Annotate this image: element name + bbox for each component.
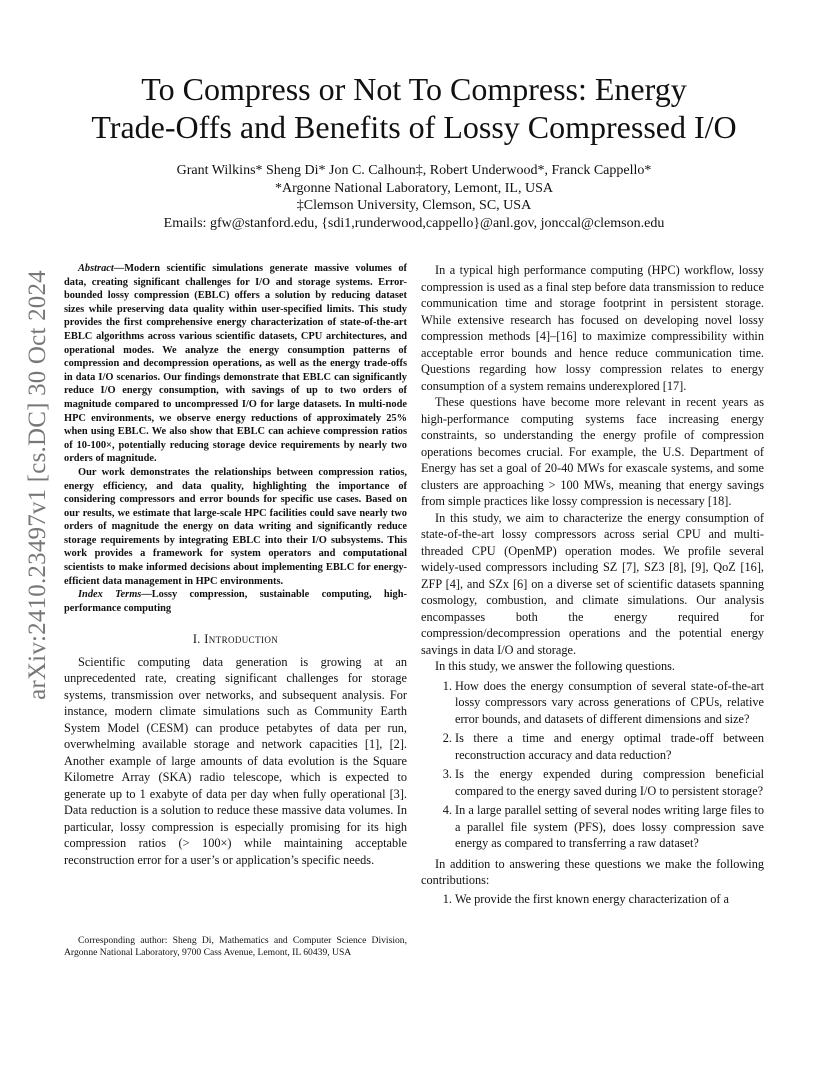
- right-paragraph-5: In addition to answering these questions we make the following contributions:: [421, 856, 764, 887]
- section-heading-introduction: [64, 631, 407, 648]
- corresponding-author-footnote: [64, 935, 407, 960]
- contribution-item: 1. We provide the first known energy characterization of a: [455, 891, 764, 908]
- title-line-2: Trade-Offs and Benefits of Lossy Compressed I/O: [91, 109, 737, 145]
- index-terms-text: —Lossy compression, sustainable computing, high-performance computing: [64, 589, 407, 614]
- research-question: 4. In a large parallel setting of several nodes writing large files to a parallel file system (PFS), does lossy compression save energy as compared to transferring a raw dataset?: [455, 802, 764, 852]
- right-paragraph-3: In this study, we aim to characterize the energy consumption of state-of-the-art lossy compressors across serial CPU and multi-threaded CPU (OpenMP) operation modes. We profile several widely-used compressors including SZ [7], SZ3 [8], [9], QoZ [16], ZFP [4], and SZx [6] on a diverse set of scientific datasets spanning cosmology, combustion, and climate simulations. Our analysis encompasses both the energy required for compression/decompression operations and the potential energy savings in data I/O and storage.: [421, 510, 764, 657]
- arxiv-identifier: arXiv:2410.23497v1 [cs.DC] 30 Oct 2024: [24, 270, 51, 700]
- abstract: [64, 262, 407, 615]
- affiliation-argonne: *Argonne National Laboratory, Lemont, IL, USA: [275, 180, 553, 196]
- title-line-1: To Compress or Not To Compress: Energy: [141, 71, 687, 107]
- left-column: [64, 262, 407, 868]
- footnote-text: Corresponding author: Sheng Di, Mathematics and Computer Science Division, Argonne National Laboratory, 9700 Cass Avenue, Lemont, IL 60439, USA: [64, 935, 407, 959]
- research-question: 2. Is there a time and energy optimal trade-off between reconstruction accuracy and data reduction?: [455, 730, 764, 763]
- abstract-paragraph-2: Our work demonstrates the relationships between compression ratios, energy efficiency, and data quality, highlighting the importance of considering compressors and error bounds for specific use cases. Based on our results, we estimate that large-scale HPC facilities could save nearly two orders of magnitude the energy on data writing and significantly reduce storage requirements by integrating EBLC into their I/O subsystems. This work provides a framework for system operators and computational scientists to make informed decisions about implementing EBLC for energy-efficient data management in HPC environments.: [64, 466, 407, 587]
- abstract-label: Abstract: [78, 263, 114, 274]
- right-column: [421, 262, 764, 907]
- research-question: 1. How does the energy consumption of several state-of-the-art lossy compressors vary across generations of CPUs, relative error bounds, and datasets of different dimensions and size?: [455, 678, 764, 728]
- research-question: 3. Is the energy expended during compression beneficial compared to the energy saved during I/O to persistent storage?: [455, 766, 764, 799]
- affiliation-clemson: ‡Clemson University, Clemson, SC, USA: [296, 198, 532, 213]
- intro-paragraph-1: Scientific computing data generation is growing at an unprecedented rate, creating significant challenges for storage systems, transmission over networks, and subsequent analysis. For instance, modern climate simulations such as Community Earth System Model (CESM) can produce petabytes of data per run, overwhelming available storage and network capacities [1], [2]. Another example of large amounts of data evolution is the Square Kilometre Array (SKA) radio telescope, which is expected to generate up to 1 exabyte of data per day when fully operational [3]. Data reduction is a solution to reduce these massive data volumes. In particular, lossy compression is especially promising for its high compression ratios (> 100×) while maintaining acceptable reconstruction error for a user’s or application’s specific needs.: [64, 654, 407, 867]
- right-paragraph-1: In a typical high performance computing (HPC) workflow, lossy compression is used as a final step before data transmission to reduce communication time and storage footprint in persistent storage. While extensive research has focused on developing novel lossy compression methods [4]–[16] to maximize compressibility within acceptable error bounds and hence reduce communication time. Questions regarding how lossy compression relates to energy consumption of a system remains underexplored [17].: [421, 263, 764, 393]
- right-paragraph-2: These questions have become more relevant in recent years as high-performance computing systems face increasing energy constraints, so understanding the energy profile of compression operations becomes crucial. For example, the U.S. Department of Energy has set a goal of 20-40 MWs for exascale systems, and some clusters are approaching > 100 MWs, meaning that energy savings from simple practices like lossy compression is necessary [18].: [421, 395, 764, 508]
- contributions-list: [421, 891, 764, 908]
- index-terms-label: Index Terms: [78, 589, 142, 601]
- author-block: [60, 162, 768, 232]
- abstract-text-1: —Modern scientific simulations generate massive volumes of data, creating significant challenges for I/O and storage systems. Error-bounded lossy compression (EBLC) offers a solution by reducing dataset sizes while preserving data quality within user-specified limits. This study provides the first comprehensive energy characterization of state-of-the-art EBLC algorithms across various scientific datasets, CPU architectures, and operational modes. We analyze the energy consumption patterns of compression and decompression operations, as well as the energy trade-offs in data I/O scenarios. Our findings demonstrate that EBLC can significantly reduce I/O energy consumption, with savings of up to two orders of magnitude compared to uncompressed I/O for large datasets. In multi-node HPC environments, we observe energy reductions of approximately 25% when using EBLC. We also show that EBLC can achieve compression ratios of 10-100×, potentially reducing storage device requirements by nearly two orders of magnitude.: [64, 263, 407, 465]
- author-names: Grant Wilkins* Sheng Di* Jon C. Calhoun‡, Robert Underwood*, Franck Cappello*: [176, 163, 652, 178]
- section-number: I.: [192, 632, 201, 647]
- section-heading-text: Introduction: [204, 632, 279, 647]
- author-emails: Emails: gfw@stanford.edu, {sdi1,runderwood,cappello}@anl.gov, jonccal@clemson.edu: [163, 215, 665, 231]
- arxiv-sidebar: [24, 270, 52, 700]
- paper-title: [60, 70, 768, 146]
- index-terms: [64, 588, 407, 615]
- research-questions-list: [421, 678, 764, 852]
- abstract-paragraph-1: [64, 262, 407, 466]
- right-paragraph-4: In this study, we answer the following questions.: [435, 659, 675, 673]
